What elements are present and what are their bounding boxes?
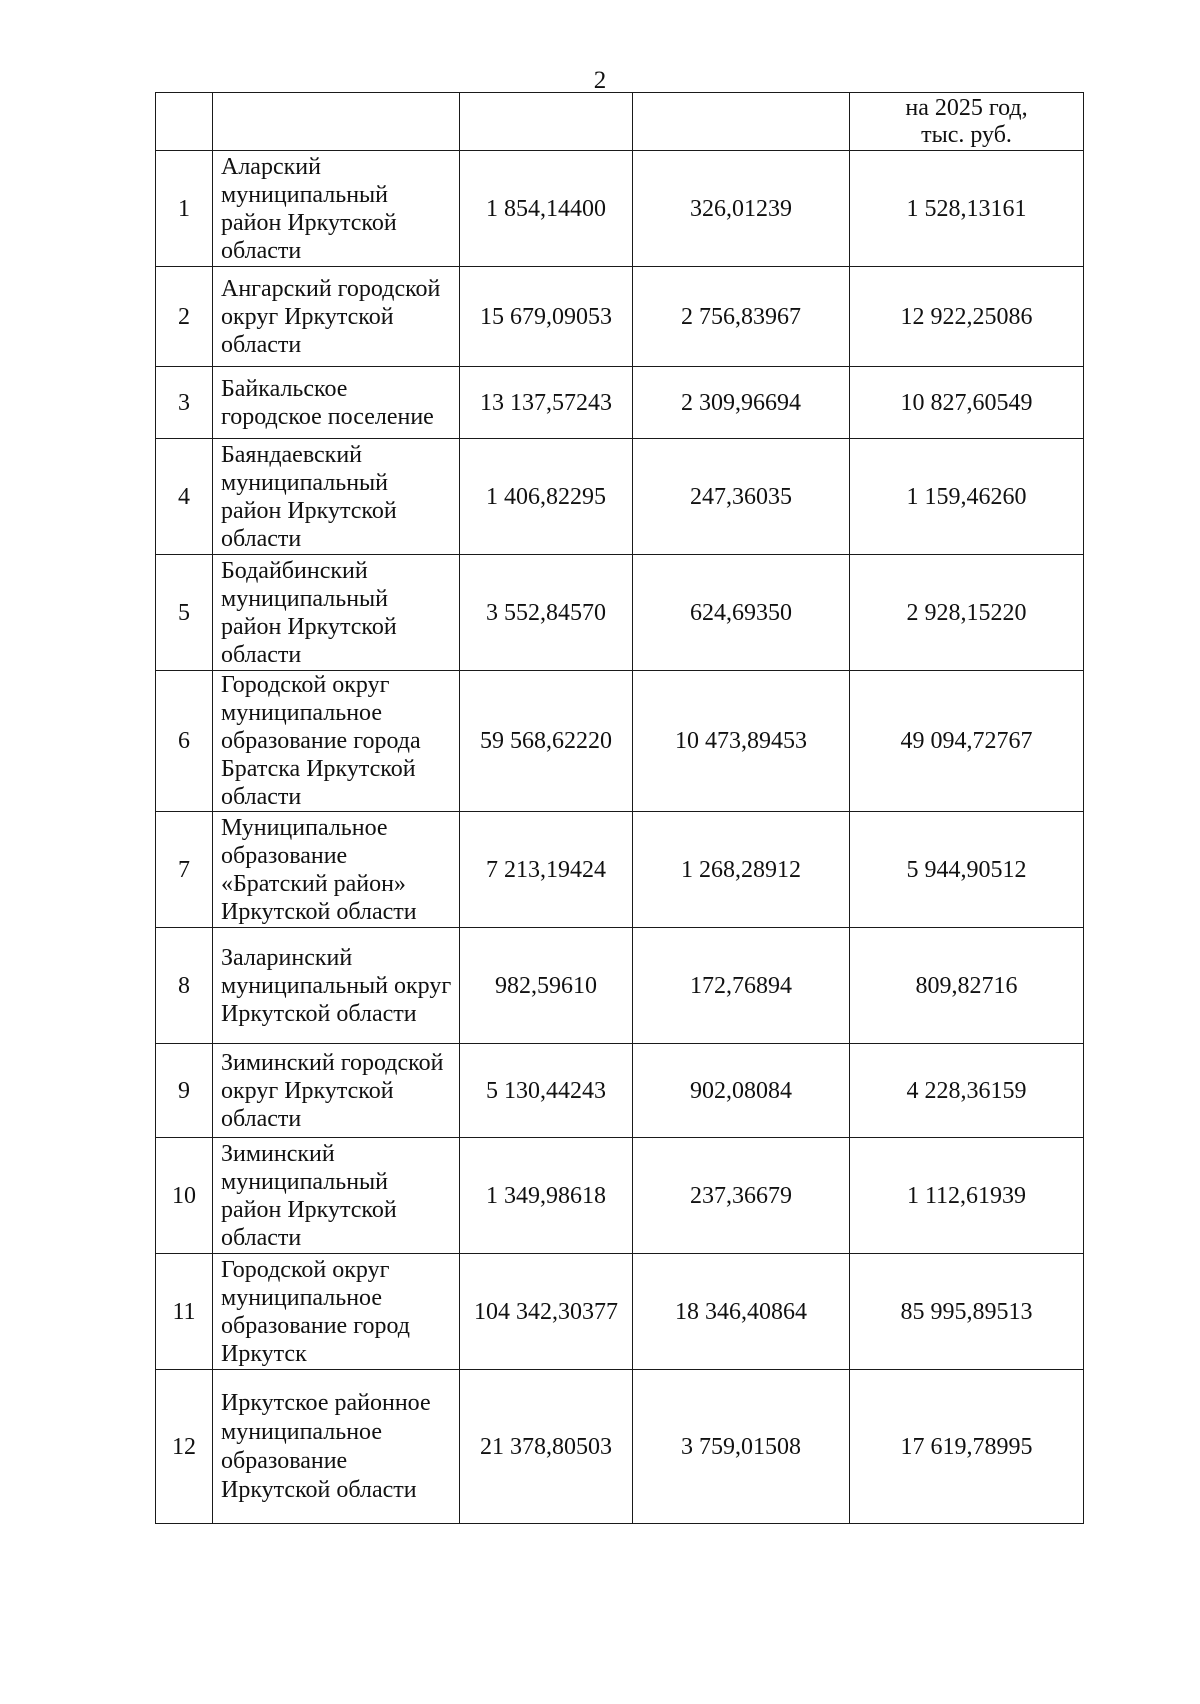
row-number-cell: 11 (156, 1254, 213, 1370)
page-number: 2 (593, 67, 607, 94)
municipality-name-cell: Городской округ муниципальное образование города Братска Иркутской области (213, 671, 460, 812)
header-cell-col5 (850, 93, 1084, 151)
value-col3-cell: 1 349,98618 (460, 1138, 633, 1254)
value-col4-cell: 172,76894 (633, 928, 850, 1044)
value-col5-cell: 17 619,78995 (850, 1370, 1084, 1524)
value-col4-cell: 247,36035 (633, 439, 850, 555)
value-col5-cell: 12 922,25086 (850, 267, 1084, 367)
municipality-name-cell: Ангарский городской округ Иркутской области (213, 267, 460, 367)
row-number-cell: 2 (156, 267, 213, 367)
value-col5-cell: 10 827,60549 (850, 367, 1084, 439)
row-number-cell: 5 (156, 555, 213, 671)
municipality-name-cell: Городской округ муниципальное образование город Иркутск (213, 1254, 460, 1370)
table-row (156, 555, 1084, 671)
value-col4-cell: 326,01239 (633, 151, 850, 267)
municipality-name-cell: Зиминский городской округ Иркутской области (213, 1044, 460, 1138)
value-col5-cell: 1 112,61939 (850, 1138, 1084, 1254)
value-col4-cell: 3 759,01508 (633, 1370, 850, 1524)
value-col5-cell: 2 928,15220 (850, 555, 1084, 671)
row-number-cell: 4 (156, 439, 213, 555)
value-col3-cell: 1 406,82295 (460, 439, 633, 555)
row-number-cell: 9 (156, 1044, 213, 1138)
table-row (156, 1138, 1084, 1254)
value-col4-cell: 902,08084 (633, 1044, 850, 1138)
row-number-cell: 12 (156, 1370, 213, 1524)
header-note-line1: на 2025 год, (905, 94, 1028, 121)
table-row (156, 151, 1084, 267)
table-row (156, 671, 1084, 812)
municipality-name-cell: Аларский муниципальный район Иркутской области (213, 151, 460, 267)
header-cell-number (156, 93, 213, 151)
table-row (156, 1254, 1084, 1370)
municipality-name-cell: Байкальское городское поселение (213, 367, 460, 439)
value-col5-cell: 4 228,36159 (850, 1044, 1084, 1138)
value-col3-cell: 7 213,19424 (460, 812, 633, 928)
value-col5-cell: 1 528,13161 (850, 151, 1084, 267)
municipality-name-cell: Муниципальное образование «Братский район» Иркутской области (213, 812, 460, 928)
header-note-line2: тыс. руб. (921, 121, 1012, 148)
value-col3-cell: 1 854,14400 (460, 151, 633, 267)
row-number-cell: 7 (156, 812, 213, 928)
table-row (156, 367, 1084, 439)
table-row (156, 928, 1084, 1044)
value-col5-cell: 1 159,46260 (850, 439, 1084, 555)
row-number-cell: 6 (156, 671, 213, 812)
header-cell-name (213, 93, 460, 151)
header-cell-col3 (460, 93, 633, 151)
header-cell-col4 (633, 93, 850, 151)
value-col3-cell: 15 679,09053 (460, 267, 633, 367)
value-col3-cell: 3 552,84570 (460, 555, 633, 671)
municipality-name-cell: Зиминский муниципальный район Иркутской области (213, 1138, 460, 1254)
table-row (156, 267, 1084, 367)
table-header-row (156, 93, 1084, 151)
value-col3-cell: 13 137,57243 (460, 367, 633, 439)
value-col4-cell: 2 756,83967 (633, 267, 850, 367)
table-row (156, 439, 1084, 555)
row-number-cell: 3 (156, 367, 213, 439)
allocation-table (155, 92, 1084, 1524)
municipality-name-cell: Иркутское районное муниципальное образование Иркутской области (213, 1370, 460, 1524)
value-col5-cell: 809,82716 (850, 928, 1084, 1044)
row-number-cell: 10 (156, 1138, 213, 1254)
row-number-cell: 1 (156, 151, 213, 267)
municipality-name-cell: Бодайбинский муниципальный район Иркутской области (213, 555, 460, 671)
value-col5-cell: 49 094,72767 (850, 671, 1084, 812)
table-row (156, 812, 1084, 928)
value-col4-cell: 624,69350 (633, 555, 850, 671)
table-row (156, 1044, 1084, 1138)
value-col4-cell: 10 473,89453 (633, 671, 850, 812)
value-col3-cell: 104 342,30377 (460, 1254, 633, 1370)
value-col3-cell: 21 378,80503 (460, 1370, 633, 1524)
value-col5-cell: 85 995,89513 (850, 1254, 1084, 1370)
value-col4-cell: 237,36679 (633, 1138, 850, 1254)
value-col4-cell: 2 309,96694 (633, 367, 850, 439)
municipality-name-cell: Заларинский муниципальный округ Иркутской области (213, 928, 460, 1044)
municipality-name-cell: Баяндаевский муниципальный район Иркутской области (213, 439, 460, 555)
value-col5-cell: 5 944,90512 (850, 812, 1084, 928)
value-col4-cell: 18 346,40864 (633, 1254, 850, 1370)
value-col4-cell: 1 268,28912 (633, 812, 850, 928)
table-row (156, 1370, 1084, 1524)
value-col3-cell: 5 130,44243 (460, 1044, 633, 1138)
value-col3-cell: 982,59610 (460, 928, 633, 1044)
value-col3-cell: 59 568,62220 (460, 671, 633, 812)
row-number-cell: 8 (156, 928, 213, 1044)
